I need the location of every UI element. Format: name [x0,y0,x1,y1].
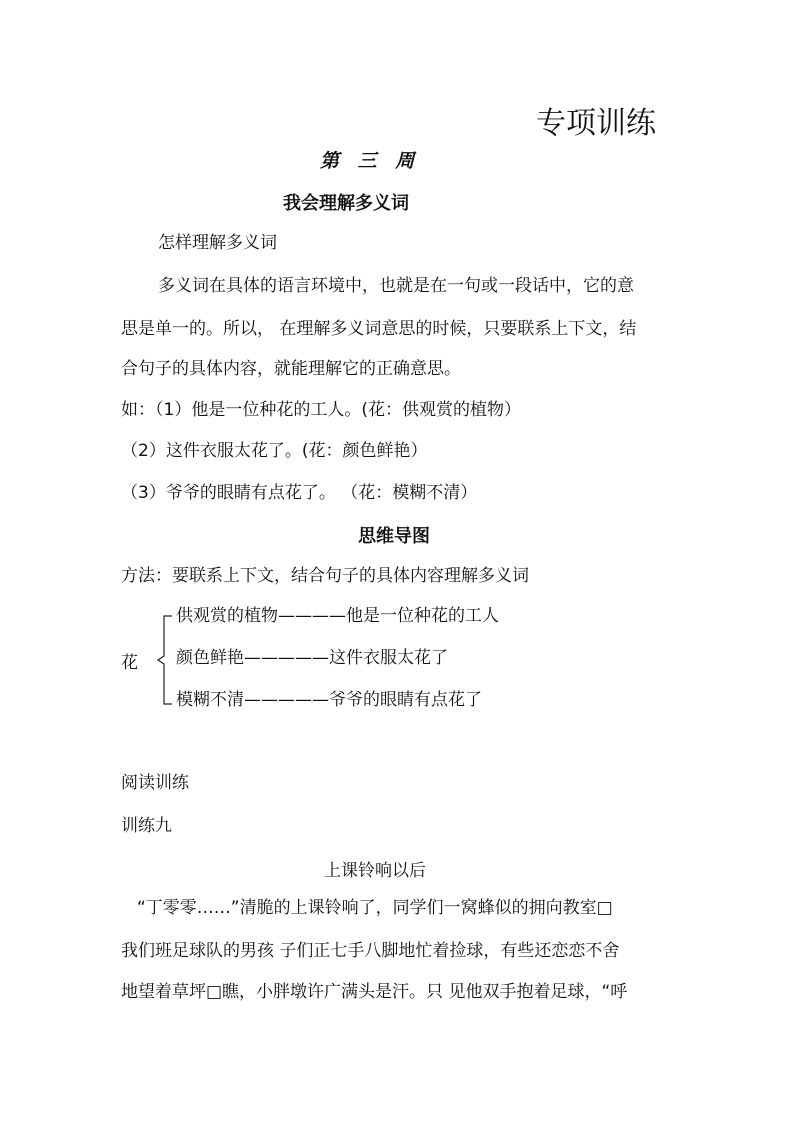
reading-section-label: 阅读训练 [121,773,189,793]
page-header-title: 专项训练 [536,106,656,141]
branch-sentence: 他是一位种花的工人 [346,606,499,626]
story-line: 地望着草坪□瞧，小胖墩许广满头是汗。只 见他双手抱着足球，“呼 [121,982,628,1002]
example-line: 如：（1）他是一位种花的工人。(花：供观赏的植物） [121,400,521,420]
intro-heading: 怎样理解多义词 [158,233,277,253]
branch-dash: ———— [278,606,346,626]
mind-map-branch [176,605,499,627]
example-line: （3）爷爷的眼睛有点花了。 （花：模糊不清） [121,483,478,503]
story-line: 我们班足球队的男孩 子们正七手八脚地忙着捡球，有些还恋恋不舍 [121,941,620,961]
branch-meaning: 供观赏的植物 [176,606,278,626]
branch-dash: ————— [244,690,329,710]
branch-meaning: 颜色鲜艳 [176,648,244,668]
branch-meaning: 模糊不清 [176,690,244,710]
branch-sentence: 爷爷的眼睛有点花了 [329,690,482,710]
mind-map-branch [176,647,448,669]
intro-paragraph-line: 思是单一的。所以， 在理解多义词意思的时候，只要联系上下文，结 [121,319,637,339]
intro-paragraph-line: 多义词在具体的语言环境中，也就是在一句或一段话中，它的意 [158,276,634,296]
exercise-label: 训练九 [121,816,172,836]
topic-title: 我会理解多义词 [283,193,409,214]
mind-map-root: 花 [121,653,138,673]
branch-dash: ————— [244,648,329,668]
intro-paragraph-line: 合句子的具体内容，就能理解它的正确意思。 [121,359,461,379]
mind-map-branch [176,689,482,711]
story-title: 上课铃响以后 [324,861,426,881]
story-line: “丁零零……”清脆的上课铃响了，同学们一窝蜂似的拥向教室□ [137,898,613,918]
example-line: （2）这件衣服太花了。(花：颜色鲜艳） [121,441,428,461]
week-label: 第 三 周 [320,150,421,172]
mind-map-method: 方法：要联系上下文，结合句子的具体内容理解多义词 [121,566,529,586]
mind-map-title: 思维导图 [358,526,430,547]
branch-sentence: 这件衣服太花了 [329,648,448,668]
brace-icon [156,612,172,708]
